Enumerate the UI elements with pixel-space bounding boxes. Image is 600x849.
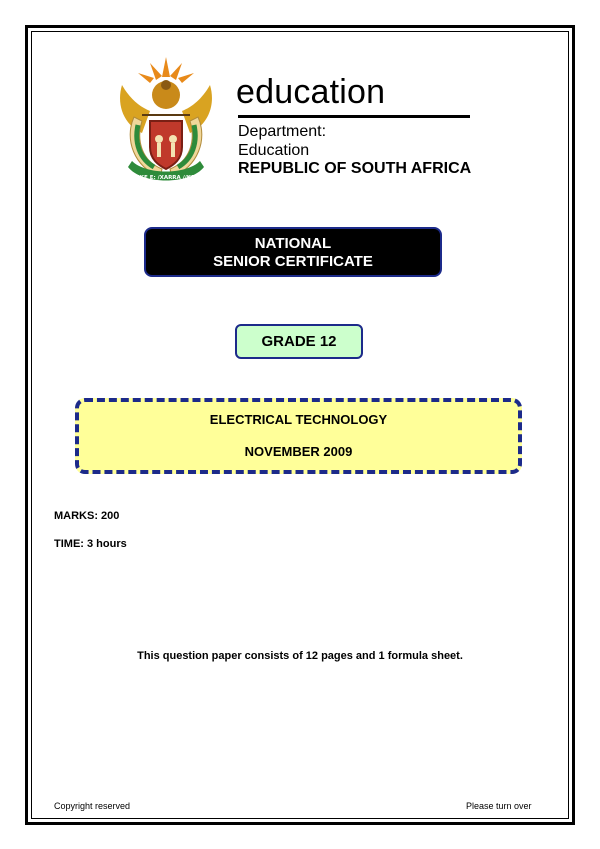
copyright-footer: Copyright reserved: [54, 801, 131, 811]
wordmark-rule: [238, 115, 470, 118]
department-name: Education: [238, 142, 310, 159]
shield: [150, 121, 182, 169]
exam-session: NOVEMBER 2009: [244, 444, 353, 459]
time-label: TIME: 3 hours: [54, 538, 127, 550]
certificate-title-line2: SENIOR CERTIFICATE: [213, 253, 373, 270]
certificate-title-line1: NATIONAL: [254, 235, 332, 252]
country-name: REPUBLIC OF SOUTH AFRICA: [238, 160, 472, 177]
marks-label: MARKS: 200: [54, 510, 120, 522]
motto-text: !KE E: /XARRA //KE: [137, 175, 195, 181]
department-wordmark: education: [236, 73, 386, 111]
department-label: Department:: [238, 123, 327, 140]
certificate-title-box: [144, 227, 442, 277]
subject-box: [75, 398, 522, 474]
coat-of-arms-icon: [112, 55, 220, 191]
sun-rays: [138, 57, 194, 83]
turn-over-footer: Please turn over: [466, 801, 532, 811]
subject-title: ELECTRICAL TECHNOLOGY: [209, 412, 388, 427]
grade-box: GRADE 12: [235, 324, 363, 359]
page-count-note: This question paper consists of 12 pages and 1 formula sheet.: [137, 650, 463, 662]
